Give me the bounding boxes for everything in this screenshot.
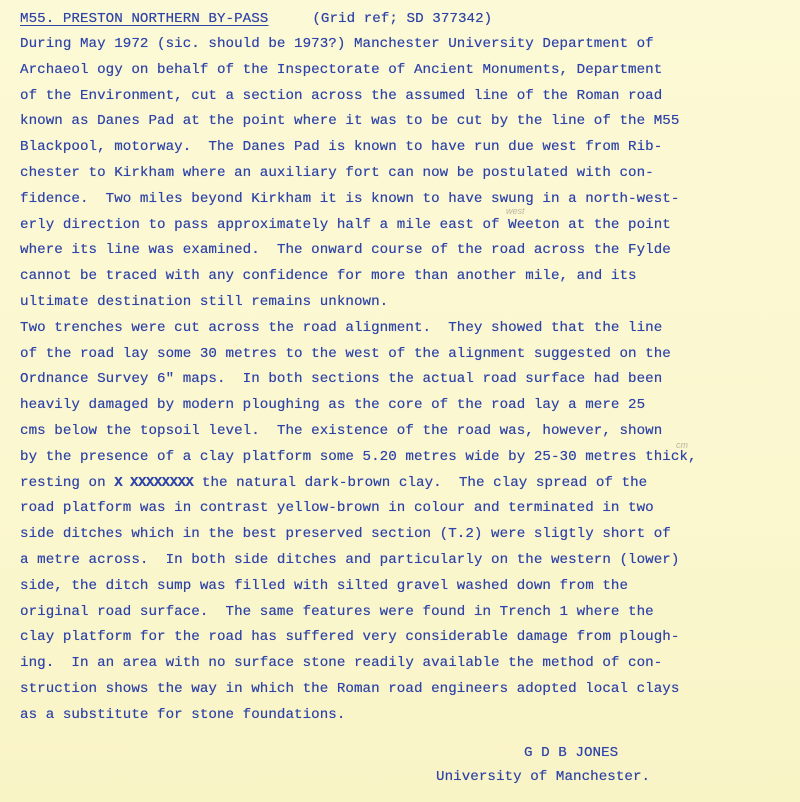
body-line-struck (20, 471, 800, 497)
pencil-note-west: west (506, 206, 525, 216)
heading-line (20, 6, 492, 32)
struck-out-text: X XXXXXXXX (114, 474, 194, 491)
strike-line-before: resting on (20, 474, 115, 491)
body-line: During May 1972 (sic. should be 1973?) Manchester University Department of (20, 36, 654, 52)
pencil-note-cm: cm (676, 440, 688, 450)
body-line: cannot be traced with any confidence for more than another mile, and its (20, 268, 637, 285)
body-line: Blackpool, motorway. The Danes Pad is known to have run due west from Rib- (20, 139, 663, 156)
grid-reference: (Grid ref; SD 377342) (312, 11, 493, 27)
body-line: where its line was examined. The onward course of the road across the Fylde (20, 242, 671, 259)
body-line: road platform was in contrast yellow-brown in colour and terminated in two (20, 500, 654, 517)
body-line: as a substitute for stone foundations. (20, 706, 346, 723)
body-line: struction shows the way in which the Roman road engineers adopted local clays (20, 680, 680, 697)
body-line: clay platform for the road has suffered very considerable damage from plough- (20, 629, 680, 646)
body-line: Ordnance Survey 6" maps. In both sections the actual road surface had been (20, 371, 663, 388)
body-line: ultimate destination still remains unknown. (20, 293, 389, 310)
body-line: ing. In an area with no surface stone readily available the method of con- (20, 655, 663, 672)
report-body (20, 32, 800, 729)
body-line: original road surface. The same features were found in Trench 1 where the (20, 603, 654, 620)
body-line: side ditches which in the best preserved section (T.2) were sligtly short of (20, 526, 671, 543)
body-line: fidence. Two miles beyond Kirkham it is known to have swung in a north-west- (20, 190, 680, 207)
body-line: of the Environment, cut a section across the assumed line of the Roman road (20, 87, 663, 104)
body-line: known as Danes Pad at the point where it was to be cut by the line of the M55 (20, 113, 680, 130)
body-line: Two trenches were cut across the road alignment. They showed that the line (20, 319, 663, 336)
body-line: side, the ditch sump was filled with silted gravel washed down from the (20, 577, 629, 594)
body-line: heavily damaged by modern ploughing as the core of the road lay a mere 25 (20, 397, 646, 414)
body-line: by the presence of a clay platform some 5.20 metres wide by 25-30 metres thick, (20, 448, 697, 465)
body-line: erly direction to pass approximately half a mile east of Weeton at the point (20, 216, 671, 233)
body-line: cms below the topsoil level. The existence of the road was, however, shown (20, 422, 663, 439)
strike-line-after: the natural dark-brown clay. The clay spread of the (193, 474, 648, 491)
author-institution: University of Manchester. (436, 769, 651, 785)
site-title: M55. PRESTON NORTHERN BY-PASS (20, 11, 269, 27)
body-line: chester to Kirkham where an auxiliary fort can now be postulated with con- (20, 164, 654, 181)
body-line: of the road lay some 30 metres to the west of the alignment suggested on the (20, 345, 671, 362)
author-name: G D B JONES (524, 745, 619, 761)
body-line: Archaeol ogy on behalf of the Inspectorate of Ancient Monuments, Department (20, 61, 663, 78)
body-line: a metre across. In both side ditches and particularly on the western (lower) (20, 551, 680, 568)
